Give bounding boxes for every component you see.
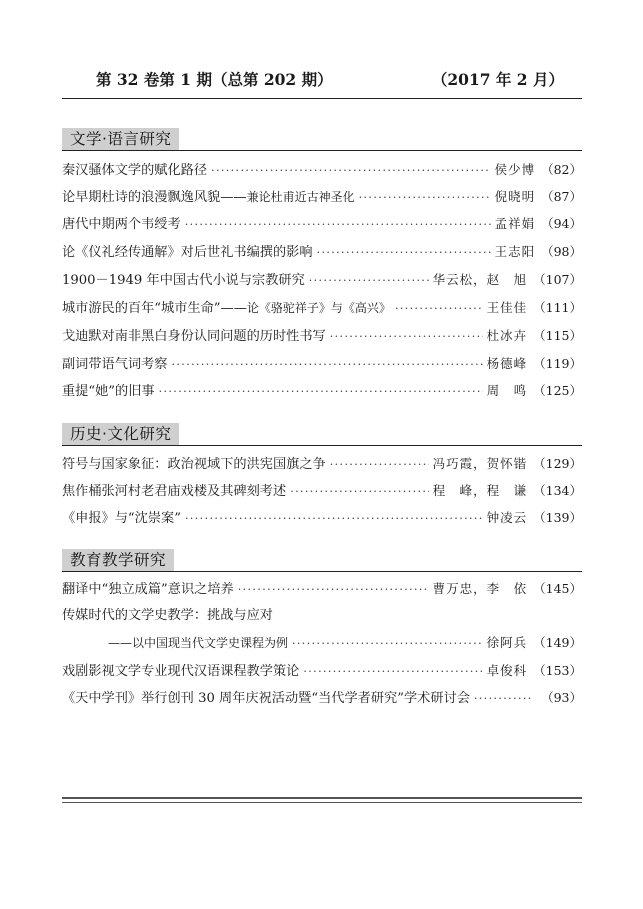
entry-subtitle: 论《骆驼祥子》与《高兴》 <box>246 301 391 315</box>
toc-entry-title-line[interactable] <box>62 606 582 626</box>
entry-author: 倪晓明 <box>494 189 536 204</box>
entry-page: （119） <box>533 356 582 371</box>
entry-page: （153） <box>533 663 582 678</box>
section-heading-literature <box>62 128 582 150</box>
entry-author: 程 峰，程 谦 <box>432 483 528 498</box>
entry-author: 王志阳 <box>494 244 536 259</box>
entry-page: （129） <box>533 456 582 471</box>
entry-page: （93） <box>541 690 582 705</box>
toc-entry[interactable] <box>62 381 582 401</box>
toc-entry[interactable] <box>62 661 582 681</box>
leader-dots <box>185 215 491 235</box>
toc-entry[interactable] <box>62 688 582 708</box>
leader-dots <box>238 580 429 600</box>
leader-dots <box>303 662 482 682</box>
entry-page: （139） <box>533 510 582 525</box>
issue-info: 第 32 卷第 1 期（总第 202 期） <box>96 70 333 89</box>
entry-title: 《申报》与“沈崇案” <box>62 511 181 526</box>
section-title: 教育教学研究 <box>62 549 174 571</box>
entry-author: 曹万忠，李 依 <box>432 581 528 596</box>
toc-entry[interactable] <box>62 326 582 346</box>
journal-header <box>62 64 582 94</box>
section-rule <box>62 445 582 446</box>
entry-title: 1900－1949 年中国古代小说与宗教研究 <box>62 273 305 288</box>
leader-dots <box>317 243 491 263</box>
entry-title: 翻译中“独立成篇”意识之培养 <box>62 582 234 597</box>
leader-dots <box>309 271 429 291</box>
leader-dots <box>211 161 491 181</box>
entry-author: 冯巧霞，贺怀锴 <box>432 456 528 471</box>
issue-date: （2017 年 2 月） <box>431 70 564 89</box>
entry-page: （82） <box>541 162 582 177</box>
entry-title: 城市游民的百年“城市生命”—— <box>62 301 247 316</box>
section-title: 历史·文化研究 <box>62 423 179 445</box>
entry-page: （115） <box>533 328 582 343</box>
leader-dots <box>395 299 483 319</box>
leader-dots <box>359 188 491 208</box>
leader-dots <box>159 382 483 402</box>
entry-title: 论早期杜诗的浪漫飘逸风貌—— <box>62 190 247 205</box>
entry-title: 副词带语气词考察 <box>62 357 168 372</box>
leader-dots <box>330 455 429 475</box>
entry-title: 唐代中期两个韦绶考 <box>62 217 181 232</box>
entry-title: 传媒时代的文学史教学：挑战与应对 <box>62 608 273 623</box>
entry-author: 侯少博 <box>494 162 536 177</box>
entry-subtitle: ——以中国现当代文学史课程为例 <box>108 636 289 650</box>
section-title: 文学·语言研究 <box>62 128 179 150</box>
leader-dots <box>330 327 483 347</box>
toc-entry[interactable] <box>62 242 582 262</box>
entry-page: （98） <box>541 244 582 259</box>
toc-entry[interactable] <box>62 298 582 318</box>
toc-entry[interactable] <box>62 160 582 180</box>
entry-page: （145） <box>533 581 582 596</box>
toc-entry[interactable] <box>62 354 582 374</box>
entry-page: （94） <box>541 216 582 231</box>
entry-title: 戏剧影视文学专业现代汉语课程教学策论 <box>62 664 300 679</box>
entry-author: 王佳佳 <box>486 300 528 315</box>
entry-title: 论《仪礼经传通解》对后世礼书编撰的影响 <box>62 245 313 260</box>
entry-author: 华云松，赵 旭 <box>432 272 528 287</box>
entry-author: 钟凌云 <box>486 510 528 525</box>
entry-title: 戈迪默对南非黑白身份认同问题的历时性书写 <box>62 329 326 344</box>
entry-page: （149） <box>533 635 582 650</box>
toc-entry[interactable] <box>62 454 582 474</box>
leader-dots <box>172 355 483 375</box>
section-rule <box>62 571 582 572</box>
entry-title: 焦作桶张河村老君庙戏楼及其碑刻考述 <box>62 484 287 499</box>
section-rule <box>62 150 582 151</box>
entry-page: （125） <box>533 383 582 398</box>
entry-page: （134） <box>533 483 582 498</box>
section-heading-education <box>62 549 582 571</box>
entry-title: 秦汉骚体文学的赋化路径 <box>62 163 208 178</box>
toc-entry[interactable] <box>62 187 582 207</box>
entry-title: 符号与国家象征：政治视域下的洪宪国旗之争 <box>62 457 326 472</box>
toc-entry[interactable] <box>62 481 582 501</box>
toc-entry[interactable] <box>62 579 582 599</box>
entry-author: 杨德峰 <box>486 356 528 371</box>
entry-page: （87） <box>541 189 582 204</box>
toc-entry[interactable] <box>62 214 582 234</box>
leader-dots <box>290 482 428 502</box>
section-heading-history <box>62 423 582 445</box>
header-rule <box>62 98 582 99</box>
entry-author: 卓俊科 <box>486 663 528 678</box>
toc-entry[interactable] <box>62 508 582 528</box>
entry-title: 《天中学刊》举行创刊 30 周年庆祝活动暨“当代学者研究”学术研讨会 <box>62 691 470 706</box>
entry-author: 周 鸣 <box>486 383 528 398</box>
leader-dots <box>185 509 483 529</box>
entry-title: 重提“她”的旧事 <box>62 384 155 399</box>
toc-entry[interactable] <box>62 270 582 290</box>
entry-subtitle: 兼论杜甫近古神圣化 <box>246 190 355 204</box>
leader-dots <box>292 634 483 654</box>
entry-author: 杜冰卉 <box>486 328 528 343</box>
leader-dots <box>474 689 531 709</box>
footer-rule <box>62 797 582 803</box>
entry-page: （107） <box>533 272 582 287</box>
entry-author: 徐阿兵 <box>486 635 528 650</box>
entry-author: 孟祥娟 <box>494 216 536 231</box>
entry-page: （111） <box>533 300 582 315</box>
toc-entry-subtitle-line[interactable] <box>62 633 582 653</box>
